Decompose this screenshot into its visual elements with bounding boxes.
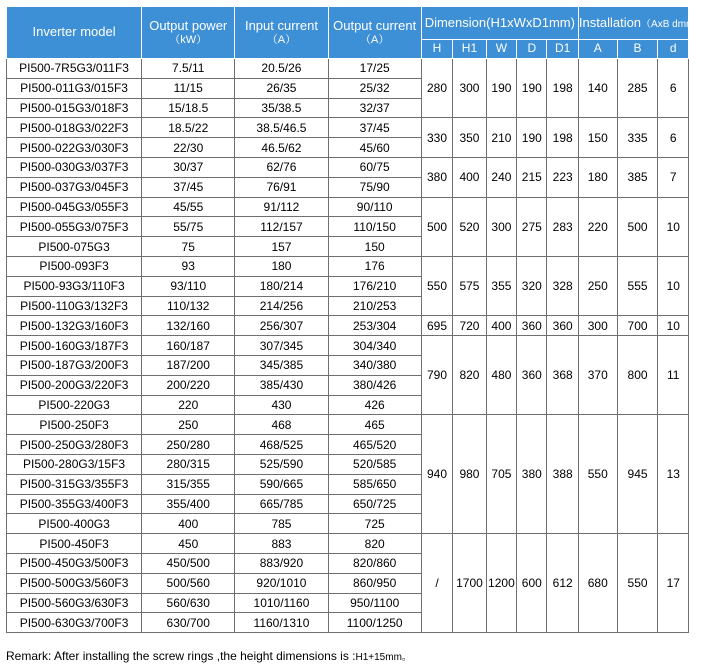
col-header-a: A	[578, 40, 617, 59]
dim-cell-d1: 612	[547, 534, 578, 633]
dim-cell-b: 385	[617, 157, 658, 197]
output-current-cell: 650/725	[328, 494, 421, 514]
dim-cell-w: 480	[486, 336, 516, 415]
dim-cell-a: 550	[578, 415, 617, 534]
table-row	[7, 157, 689, 177]
table-row	[7, 415, 689, 435]
input-current-cell: 1010/1160	[235, 593, 328, 613]
dim-cell-a: 140	[578, 59, 617, 118]
input-current-cell: 1160/1310	[235, 613, 328, 633]
model-cell: PI500-355G3/400F3	[7, 494, 142, 514]
col-header-output-current: Output current （A）	[328, 7, 421, 59]
output-current-cell: 32/37	[328, 98, 421, 118]
table-row	[7, 534, 689, 554]
model-cell: PI500-093F3	[7, 256, 142, 276]
dim-cell-a: 680	[578, 534, 617, 633]
output-current-cell: 820	[328, 534, 421, 554]
model-cell: PI500-250F3	[7, 415, 142, 435]
output-power-cell: 500/560	[142, 573, 235, 593]
input-current-cell: 307/345	[235, 336, 328, 356]
dim-cell-d: 10	[658, 197, 689, 256]
output-power-cell: 93/110	[142, 276, 235, 296]
dim-cell-d: 360	[517, 336, 547, 415]
model-cell: PI500-200G3/220F3	[7, 375, 142, 395]
output-current-cell: 210/253	[328, 296, 421, 316]
input-current-cell: 214/256	[235, 296, 328, 316]
col-header-h1: H1	[453, 40, 487, 59]
dim-cell-h1: 300	[453, 59, 487, 118]
dim-cell-h: 790	[421, 336, 452, 415]
header-row-main	[7, 7, 689, 40]
input-current-cell: 26/35	[235, 78, 328, 98]
model-cell: PI500-250G3/280F3	[7, 435, 142, 455]
dim-cell-h1: 575	[453, 256, 487, 315]
model-cell: PI500-450G3/500F3	[7, 553, 142, 573]
model-cell: PI500-015G3/018F3	[7, 98, 142, 118]
output-current-cell: 820/860	[328, 553, 421, 573]
input-current-cell: 345/385	[235, 355, 328, 375]
output-current-cell: 465	[328, 415, 421, 435]
remark-formula: H1+15mm。	[355, 652, 412, 663]
dim-cell-b: 550	[617, 534, 658, 633]
output-power-cell: 220	[142, 395, 235, 415]
dim-cell-a: 150	[578, 118, 617, 158]
output-power-cell: 630/700	[142, 613, 235, 633]
output-power-cell: 132/160	[142, 316, 235, 336]
output-power-cell: 560/630	[142, 593, 235, 613]
input-current-cell: 883	[235, 534, 328, 554]
input-current-cell: 35/38.5	[235, 98, 328, 118]
output-current-cell: 585/650	[328, 474, 421, 494]
dim-cell-a: 300	[578, 316, 617, 336]
output-power-cell: 355/400	[142, 494, 235, 514]
dim-cell-w: 355	[486, 256, 516, 315]
model-cell: PI500-450F3	[7, 534, 142, 554]
dim-cell-d1: 388	[547, 415, 578, 534]
input-current-cell: 385/430	[235, 375, 328, 395]
output-current-cell: 426	[328, 395, 421, 415]
dim-cell-h1: 520	[453, 197, 487, 256]
output-current-cell: 176	[328, 256, 421, 276]
input-current-cell: 468/525	[235, 435, 328, 455]
dim-cell-b: 700	[617, 316, 658, 336]
output-current-cell: 90/110	[328, 197, 421, 217]
dim-cell-d: 275	[517, 197, 547, 256]
col-header-b: B	[617, 40, 658, 59]
output-power-cell: 7.5/11	[142, 59, 235, 79]
output-power-cell: 160/187	[142, 336, 235, 356]
input-current-cell: 20.5/26	[235, 59, 328, 79]
dim-cell-h1: 820	[453, 336, 487, 415]
output-power-cell: 315/355	[142, 474, 235, 494]
output-current-cell: 45/60	[328, 138, 421, 158]
dim-cell-d1: 223	[547, 157, 578, 197]
dim-cell-h1: 350	[453, 118, 487, 158]
model-cell: PI500-560G3/630F3	[7, 593, 142, 613]
input-current-cell: 920/1010	[235, 573, 328, 593]
dim-cell-h: 940	[421, 415, 452, 534]
output-power-cell: 450	[142, 534, 235, 554]
output-current-cell: 253/304	[328, 316, 421, 336]
model-cell: PI500-500G3/560F3	[7, 573, 142, 593]
dim-cell-a: 220	[578, 197, 617, 256]
model-cell: PI500-160G3/187F3	[7, 336, 142, 356]
input-current-cell: 256/307	[235, 316, 328, 336]
col-header-d1: D1	[547, 40, 578, 59]
dim-cell-h: 695	[421, 316, 452, 336]
col-header-dimension: Dimension(H1xWxD1mm)	[421, 7, 578, 40]
input-current-cell: 883/920	[235, 553, 328, 573]
output-power-cell: 450/500	[142, 553, 235, 573]
dim-cell-b: 335	[617, 118, 658, 158]
output-current-cell: 465/520	[328, 435, 421, 455]
dim-cell-d1: 198	[547, 59, 578, 118]
dim-cell-b: 500	[617, 197, 658, 256]
output-current-cell: 17/25	[328, 59, 421, 79]
dim-cell-b: 555	[617, 256, 658, 315]
dim-cell-d1: 368	[547, 336, 578, 415]
output-current-cell: 340/380	[328, 355, 421, 375]
dim-cell-h1: 400	[453, 157, 487, 197]
output-current-cell: 25/32	[328, 78, 421, 98]
dim-cell-w: 190	[486, 59, 516, 118]
input-current-cell: 62/76	[235, 157, 328, 177]
dim-cell-b: 800	[617, 336, 658, 415]
input-current-cell: 180	[235, 256, 328, 276]
dim-cell-d: 190	[517, 59, 547, 118]
model-cell: PI500-280G3/15F3	[7, 454, 142, 474]
output-current-cell: 176/210	[328, 276, 421, 296]
model-cell: PI500-315G3/355F3	[7, 474, 142, 494]
input-current-cell: 38.5/46.5	[235, 118, 328, 138]
output-power-cell: 187/200	[142, 355, 235, 375]
col-header-d-screw: d	[658, 40, 689, 59]
spec-table-body	[7, 59, 689, 633]
dim-cell-h1: 720	[453, 316, 487, 336]
dim-cell-d: 11	[658, 336, 689, 415]
dim-cell-h: /	[421, 534, 452, 633]
output-power-cell: 110/132	[142, 296, 235, 316]
dim-cell-w: 705	[486, 415, 516, 534]
output-current-cell: 1100/1250	[328, 613, 421, 633]
input-current-cell: 468	[235, 415, 328, 435]
col-header-output-power: Output power （kW）	[142, 7, 235, 59]
dim-cell-h: 380	[421, 157, 452, 197]
output-power-cell: 37/45	[142, 177, 235, 197]
model-cell: PI500-011G3/015F3	[7, 78, 142, 98]
dim-cell-h1: 980	[453, 415, 487, 534]
input-current-cell: 46.5/62	[235, 138, 328, 158]
model-cell: PI500-220G3	[7, 395, 142, 415]
model-cell: PI500-018G3/022F3	[7, 118, 142, 138]
dim-cell-h: 330	[421, 118, 452, 158]
dim-cell-d: 380	[517, 415, 547, 534]
dim-cell-d1: 198	[547, 118, 578, 158]
output-power-cell: 400	[142, 514, 235, 534]
output-power-cell: 22/30	[142, 138, 235, 158]
model-cell: PI500-022G3/030F3	[7, 138, 142, 158]
dim-cell-d: 6	[658, 59, 689, 118]
dim-cell-w: 210	[486, 118, 516, 158]
col-header-model: Inverter model	[7, 7, 142, 59]
remark-note	[6, 648, 412, 663]
input-current-cell: 91/112	[235, 197, 328, 217]
output-power-cell: 55/75	[142, 217, 235, 237]
dim-cell-d: 215	[517, 157, 547, 197]
col-header-d: D	[517, 40, 547, 59]
output-current-cell: 860/950	[328, 573, 421, 593]
input-current-cell: 180/214	[235, 276, 328, 296]
input-current-cell: 525/590	[235, 454, 328, 474]
model-cell: PI500-030G3/037F3	[7, 157, 142, 177]
output-power-cell: 250/280	[142, 435, 235, 455]
input-current-cell: 430	[235, 395, 328, 415]
output-current-cell: 304/340	[328, 336, 421, 356]
model-cell: PI500-400G3	[7, 514, 142, 534]
dim-cell-h: 550	[421, 256, 452, 315]
output-power-cell: 45/55	[142, 197, 235, 217]
dim-cell-w: 300	[486, 197, 516, 256]
output-power-cell: 15/18.5	[142, 98, 235, 118]
output-power-cell: 75	[142, 237, 235, 257]
output-power-cell: 250	[142, 415, 235, 435]
dim-cell-w: 1200	[486, 534, 516, 633]
input-current-cell: 665/785	[235, 494, 328, 514]
output-current-cell: 60/75	[328, 157, 421, 177]
output-power-cell: 93	[142, 256, 235, 276]
model-cell: PI500-132G3/160F3	[7, 316, 142, 336]
model-cell: PI500-045G3/055F3	[7, 197, 142, 217]
dim-cell-a: 180	[578, 157, 617, 197]
output-power-cell: 18.5/22	[142, 118, 235, 138]
table-row	[7, 336, 689, 356]
dim-cell-a: 370	[578, 336, 617, 415]
dim-cell-w: 400	[486, 316, 516, 336]
col-header-installation: Installation（AxB dmm）	[578, 7, 688, 40]
dim-cell-d1: 328	[547, 256, 578, 315]
input-current-cell: 76/91	[235, 177, 328, 197]
output-current-cell: 520/585	[328, 454, 421, 474]
col-header-input-current: Input current （A）	[235, 7, 328, 59]
model-cell: PI500-187G3/200F3	[7, 355, 142, 375]
output-power-cell: 200/220	[142, 375, 235, 395]
input-current-cell: 785	[235, 514, 328, 534]
dim-cell-h: 280	[421, 59, 452, 118]
table-row	[7, 59, 689, 79]
output-current-cell: 150	[328, 237, 421, 257]
dim-cell-d1: 360	[547, 316, 578, 336]
output-current-cell: 110/150	[328, 217, 421, 237]
input-current-cell: 157	[235, 237, 328, 257]
dim-cell-d: 600	[517, 534, 547, 633]
dim-cell-a: 250	[578, 256, 617, 315]
remark-text: Remark: After installing the screw rings ,the height dimensions is :	[6, 649, 356, 663]
dim-cell-d: 360	[517, 316, 547, 336]
dim-cell-b: 285	[617, 59, 658, 118]
dim-cell-d: 10	[658, 256, 689, 315]
dim-cell-d: 13	[658, 415, 689, 534]
dim-cell-d1: 283	[547, 197, 578, 256]
model-cell: PI500-055G3/075F3	[7, 217, 142, 237]
dim-cell-h: 500	[421, 197, 452, 256]
table-row	[7, 197, 689, 217]
dim-cell-w: 240	[486, 157, 516, 197]
output-power-cell: 280/315	[142, 454, 235, 474]
output-current-cell: 725	[328, 514, 421, 534]
output-power-cell: 30/37	[142, 157, 235, 177]
input-current-cell: 590/665	[235, 474, 328, 494]
dim-cell-d: 6	[658, 118, 689, 158]
model-cell: PI500-037G3/045F3	[7, 177, 142, 197]
dim-cell-d: 190	[517, 118, 547, 158]
output-current-cell: 75/90	[328, 177, 421, 197]
inverter-spec-table	[6, 6, 704, 633]
model-cell: PI500-075G3	[7, 237, 142, 257]
input-current-cell: 112/157	[235, 217, 328, 237]
table-row	[7, 118, 689, 138]
table-row	[7, 256, 689, 276]
col-header-h: H	[421, 40, 452, 59]
output-current-cell: 380/426	[328, 375, 421, 395]
dim-cell-d: 10	[658, 316, 689, 336]
output-current-cell: 950/1100	[328, 593, 421, 613]
output-power-cell: 11/15	[142, 78, 235, 98]
dim-cell-d: 17	[658, 534, 689, 633]
col-header-w: W	[486, 40, 516, 59]
model-cell: PI500-93G3/110F3	[7, 276, 142, 296]
model-cell: PI500-110G3/132F3	[7, 296, 142, 316]
dim-cell-h1: 1700	[453, 534, 487, 633]
table-row	[7, 316, 689, 336]
dim-cell-d: 320	[517, 256, 547, 315]
model-cell: PI500-7R5G3/011F3	[7, 59, 142, 79]
model-cell: PI500-630G3/700F3	[7, 613, 142, 633]
output-current-cell: 37/45	[328, 118, 421, 138]
dim-cell-b: 945	[617, 415, 658, 534]
dim-cell-d: 7	[658, 157, 689, 197]
